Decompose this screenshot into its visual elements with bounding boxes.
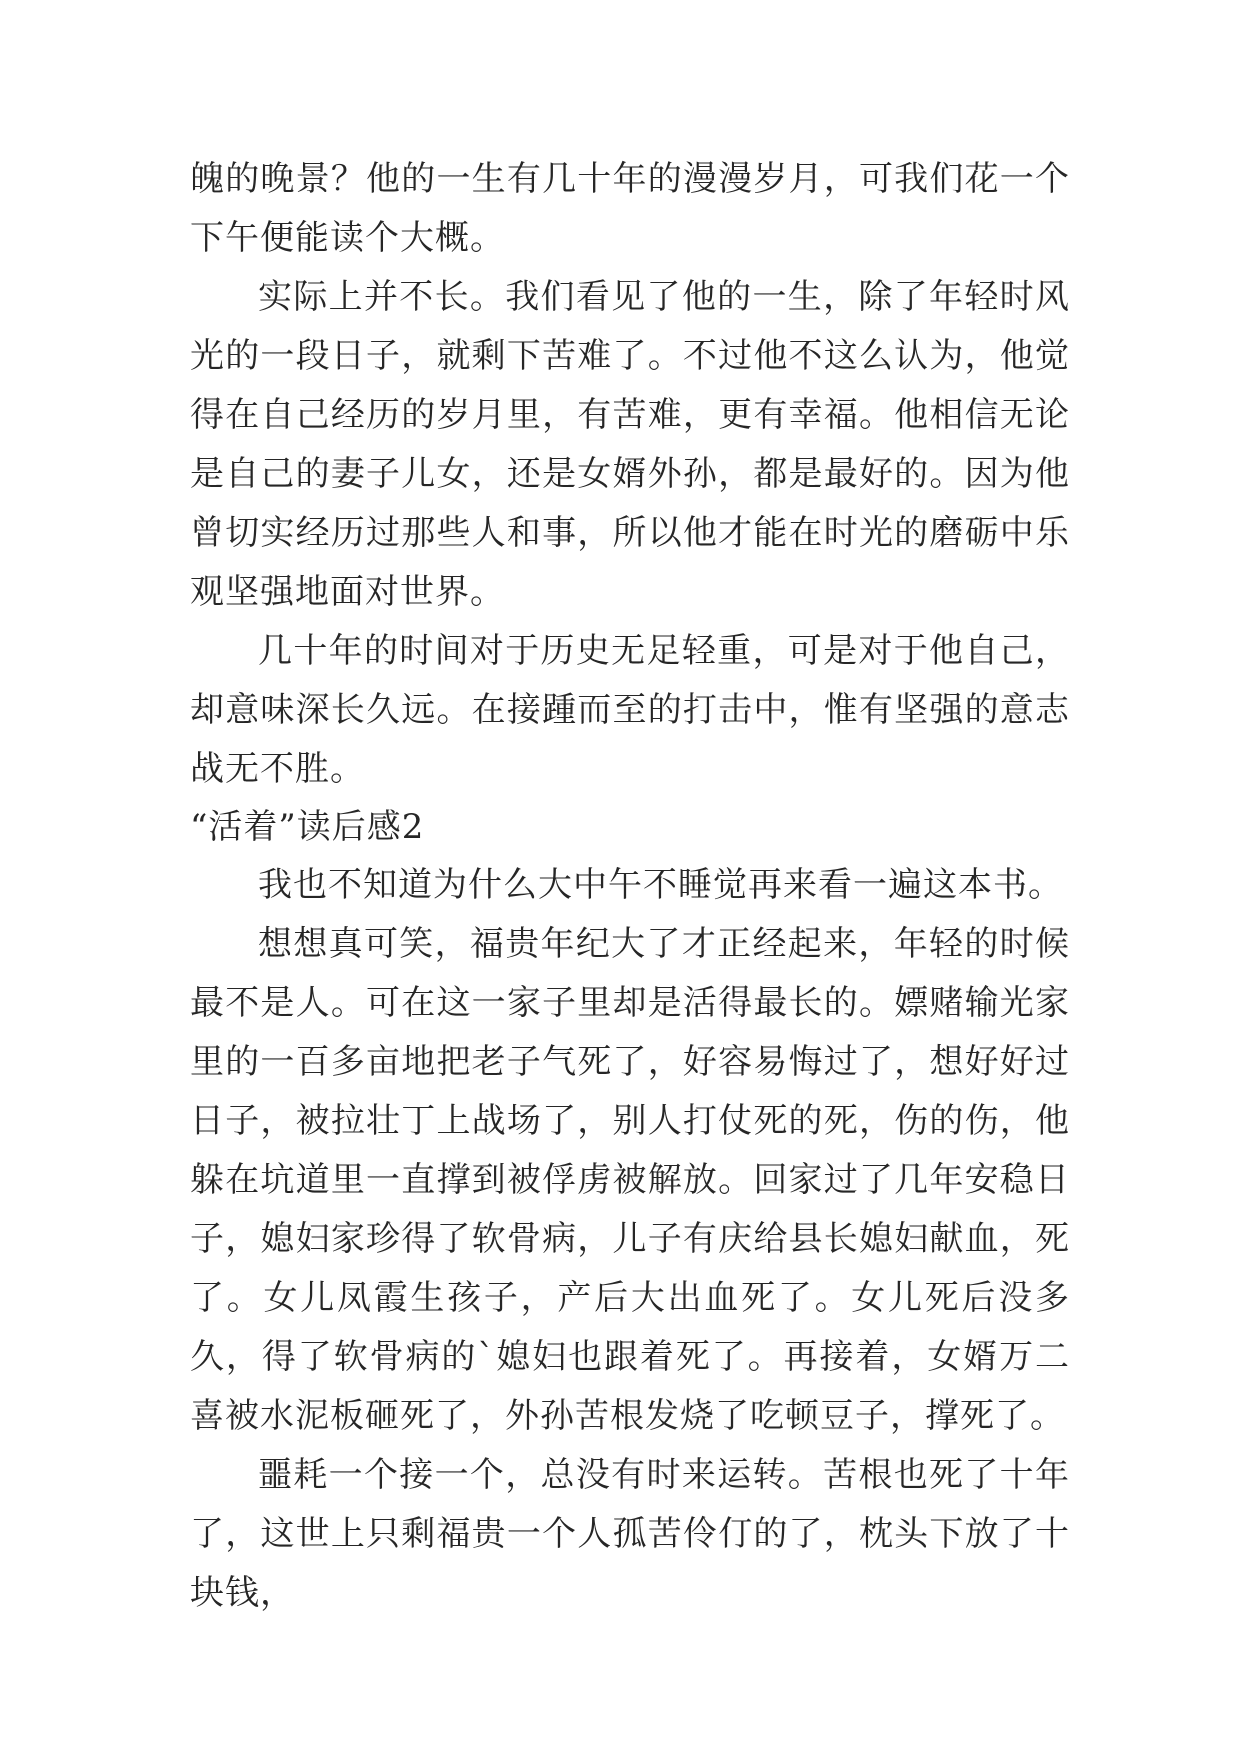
paragraph-history: 几十年的时间对于历史无足轻重，可是对于他自己，却意味深长久远。在接踵而至的打击中，惟有坚强的意志战无不胜。: [190, 631, 1070, 789]
section-heading: “活着”读后感2: [190, 807, 425, 847]
document-page: [190, 150, 1070, 1623]
paragraph-continuation: 魄的晚景？他的一生有几十年的漫漫岁月，可我们花一个下午便能读个大概。: [190, 159, 1070, 258]
paragraph-bad-news: 噩耗一个接一个，总没有时来运转。苦根也死了十年了，这世上只剩福贵一个人孤苦伶仃的了，枕头下放了十块钱，: [190, 1455, 1070, 1613]
paragraph-life-reflection: 实际上并不长。我们看见了他的一生，除了年轻时风光的一段日子，就剩下苦难了。不过他不这么认为，他觉得在自己经历的岁月里，有苦难，更有幸福。他相信无论是自己的妻子儿女，还是女婿外孙，都是最好的。因为他曾切实经历过那些人和事，所以他才能在时光的磨砺中乐观坚强地面对世界。: [190, 277, 1070, 612]
paragraph-intro: 我也不知道为什么大中午不睡觉再来看一遍这本书。: [258, 865, 1063, 905]
paragraph-story-summary: 想想真可笑，福贵年纪大了才正经起来，年轻的时候最不是人。可在这一家子里却是活得最长的。嫖赌输光家里的一百多亩地把老子气死了，好容易悔过了，想好好过日子，被拉壮丁上战场了，别人打仗死的死，伤的伤，他躲在坑道里一直撑到被俘虏被解放。回家过了几年安稳日子，媳妇家珍得了软骨病，儿子有庆给县长媳妇献血，死了。女儿凤霞生孩子，产后大出血死了。女儿死后没多久，得了软骨病的`媳妇也跟着死了。再接着，女婿万二喜被水泥板砸死了，外孙苦根发烧了吃顿豆子，撑死了。: [190, 924, 1070, 1436]
